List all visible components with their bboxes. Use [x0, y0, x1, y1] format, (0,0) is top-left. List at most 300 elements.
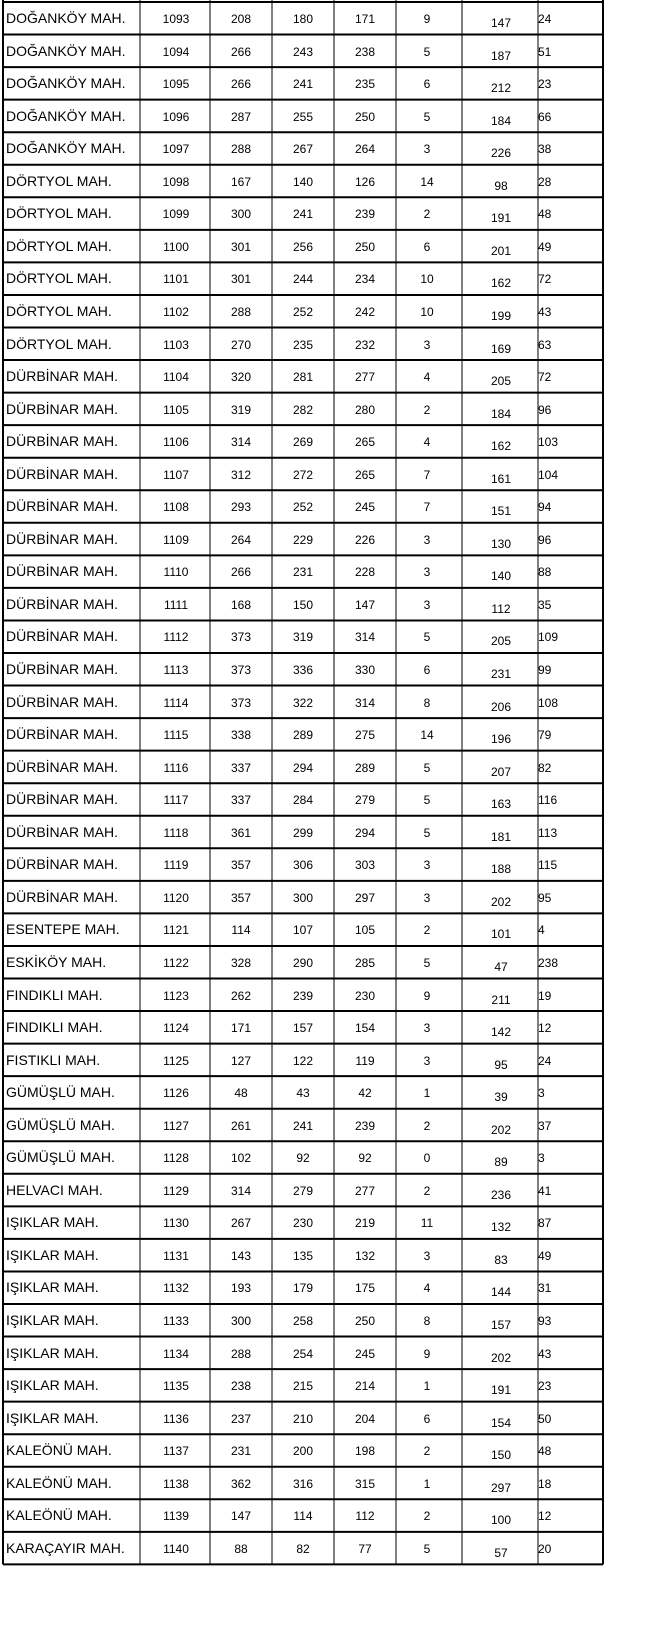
value-cell-5: 236	[490, 1187, 512, 1202]
table-row	[0, 979, 605, 1012]
value-cell-3: 171	[354, 12, 376, 26]
value-cell-1: 261	[230, 1118, 252, 1133]
ballot-box-cell: 1115	[163, 728, 189, 743]
value-cell-1: 127	[230, 1053, 252, 1068]
value-cell-6: 103	[538, 435, 559, 450]
value-cell-1: 168	[230, 597, 252, 612]
value-cell-2: 290	[292, 955, 314, 970]
value-cell-3: 154	[354, 1021, 376, 1036]
value-cell-4: 6	[423, 1411, 431, 1426]
neighborhood-cell: DÜRBİNAR MAH.	[6, 791, 119, 808]
value-cell-4: 0	[423, 1151, 431, 1166]
value-cell-5: 161	[490, 471, 512, 486]
ballot-box-cell: 1118	[163, 825, 189, 840]
value-cell-2: 269	[292, 435, 314, 450]
table-row	[0, 620, 605, 653]
value-cell-4: 11	[420, 1216, 434, 1231]
value-cell-2: 179	[292, 1281, 314, 1296]
value-cell-5: 205	[490, 374, 512, 389]
value-cell-1: 287	[230, 109, 252, 124]
value-cell-6: 18	[538, 1476, 552, 1491]
value-cell-2: 239	[292, 988, 314, 1003]
value-cell-5: 150	[490, 1448, 512, 1463]
value-cell-5: 57	[494, 1545, 508, 1560]
value-cell-2: 244	[292, 272, 314, 287]
value-cell-6: 63	[538, 337, 552, 352]
value-cell-4: 5	[423, 793, 431, 808]
value-cell-3: 265	[354, 467, 376, 482]
ballot-box-cell: 1095	[162, 77, 190, 92]
value-cell-4: 2	[423, 1118, 431, 1133]
value-cell-3: 238	[354, 44, 376, 59]
value-cell-5: 142	[490, 1025, 512, 1040]
table-row	[0, 588, 605, 621]
value-cell-6: 93	[538, 1314, 552, 1328]
value-cell-5: 211	[491, 992, 511, 1007]
ballot-box-cell: 1109	[163, 532, 189, 547]
value-cell-6: 4	[538, 923, 545, 938]
table-row	[0, 816, 605, 849]
neighborhood-cell: DÜRBİNAR MAH.	[6, 758, 119, 775]
value-cell-6: 3	[538, 1151, 545, 1166]
table-row	[0, 1434, 605, 1467]
table-row	[0, 1239, 605, 1272]
value-cell-5: 212	[490, 81, 512, 96]
ballot-box-cell: 1099	[162, 207, 190, 222]
value-cell-6: 19	[538, 988, 552, 1003]
value-cell-4: 5	[423, 955, 431, 970]
value-cell-6: 50	[538, 1411, 552, 1426]
value-cell-3: 277	[354, 1183, 376, 1198]
value-cell-2: 235	[292, 337, 314, 352]
table-row	[0, 653, 605, 686]
value-cell-3: 204	[354, 1411, 376, 1426]
table-row	[0, 1532, 605, 1565]
value-cell-1: 266	[230, 565, 252, 580]
ballot-box-cell: 1123	[163, 988, 189, 1003]
ballot-box-cell: 1131	[163, 1248, 189, 1263]
value-cell-5: 297	[490, 1480, 512, 1495]
ballot-box-cell: 1107	[163, 467, 189, 482]
value-cell-3: 250	[354, 239, 376, 254]
value-cell-2: 82	[296, 1541, 310, 1556]
value-cell-5: 140	[490, 569, 512, 584]
neighborhood-cell: KALEÖNÜ MAH.	[6, 1442, 112, 1459]
ballot-box-cell: 1104	[163, 370, 189, 385]
ballot-box-cell: 1139	[163, 1509, 189, 1524]
value-cell-3: 275	[354, 728, 376, 743]
table-row	[0, 881, 605, 914]
value-cell-1: 320	[230, 370, 252, 385]
neighborhood-cell: DÜRBİNAR MAH.	[6, 661, 119, 677]
table-row	[0, 425, 605, 458]
neighborhood-cell: IŞIKLAR MAH.	[6, 1214, 99, 1231]
value-cell-2: 319	[292, 630, 314, 645]
value-cell-1: 143	[230, 1248, 252, 1263]
ballot-box-cell: 1111	[163, 597, 189, 612]
value-cell-1: 288	[230, 1346, 252, 1361]
neighborhood-cell: DÜRBİNAR MAH.	[6, 628, 119, 645]
value-cell-4: 3	[423, 597, 431, 612]
value-cell-5: 163	[490, 797, 512, 812]
value-cell-2: 241	[292, 77, 314, 92]
neighborhood-cell: DÜRBİNAR MAH.	[6, 888, 119, 905]
value-cell-1: 362	[230, 1476, 252, 1491]
value-cell-3: 265	[354, 435, 376, 450]
value-cell-4: 8	[423, 1314, 431, 1328]
neighborhood-cell: DÜRBİNAR MAH.	[6, 498, 119, 515]
value-cell-5: 162	[490, 439, 512, 454]
value-cell-2: 229	[292, 532, 314, 547]
table-row	[0, 458, 605, 491]
value-cell-4: 5	[423, 44, 431, 59]
value-cell-3: 234	[354, 272, 376, 287]
value-cell-4: 6	[423, 77, 431, 92]
table-row	[0, 1011, 605, 1044]
value-cell-3: 315	[354, 1476, 376, 1491]
value-cell-3: 226	[354, 532, 376, 547]
value-cell-2: 267	[292, 142, 314, 157]
value-cell-5: 207	[490, 764, 512, 779]
value-cell-2: 243	[292, 44, 314, 59]
neighborhood-cell: KARAÇAYIR MAH.	[6, 1539, 125, 1556]
table-row	[0, 262, 605, 295]
ballot-box-cell: 1138	[163, 1476, 189, 1491]
neighborhood-cell: DÜRBİNAR MAH.	[6, 563, 119, 580]
value-cell-6: 72	[538, 272, 552, 287]
value-cell-4: 2	[423, 1509, 431, 1524]
value-cell-2: 299	[292, 825, 314, 840]
value-cell-2: 272	[292, 467, 314, 482]
value-cell-5: 47	[494, 959, 508, 974]
value-cell-3: 214	[354, 1379, 376, 1394]
value-cell-2: 336	[292, 663, 314, 677]
value-cell-6: 113	[538, 825, 558, 840]
value-cell-6: 66	[538, 109, 552, 124]
table-row	[0, 1174, 605, 1207]
neighborhood-cell: DÜRBİNAR MAH.	[6, 823, 119, 840]
neighborhood-cell: DÜRBİNAR MAH.	[6, 595, 119, 612]
ballot-box-cell: 1093	[162, 12, 190, 26]
value-cell-1: 237	[230, 1411, 252, 1426]
value-cell-6: 49	[538, 239, 552, 254]
value-cell-4: 5	[423, 760, 431, 775]
value-cell-5: 95	[494, 1057, 508, 1072]
value-cell-4: 3	[423, 1053, 431, 1068]
table-row	[0, 132, 605, 165]
value-cell-4: 4	[423, 435, 431, 450]
value-cell-3: 242	[354, 304, 376, 319]
value-cell-5: 184	[490, 113, 512, 128]
value-cell-4: 4	[423, 1281, 431, 1296]
value-cell-3: 126	[354, 174, 376, 189]
neighborhood-cell: KALEÖNÜ MAH.	[6, 1507, 112, 1524]
ballot-box-cell: 1121	[163, 923, 189, 938]
table-row	[0, 165, 605, 198]
neighborhood-cell: DÜRBİNAR MAH.	[6, 530, 119, 547]
value-cell-3: 285	[354, 955, 376, 970]
value-cell-6: 24	[538, 1053, 552, 1068]
value-cell-6: 37	[538, 1118, 552, 1133]
value-cell-2: 256	[292, 239, 314, 254]
ballot-box-cell: 1096	[162, 109, 190, 124]
neighborhood-cell: IŞIKLAR MAH.	[6, 1246, 99, 1263]
value-cell-6: 82	[538, 760, 552, 775]
value-cell-3: 239	[354, 207, 376, 222]
value-cell-3: 239	[354, 1118, 376, 1133]
neighborhood-cell: ESKİKÖY MAH.	[6, 953, 107, 970]
value-cell-1: 231	[230, 1444, 252, 1459]
value-cell-5: 191	[490, 211, 512, 226]
value-cell-6: 51	[538, 44, 552, 59]
value-cell-1: 288	[230, 142, 252, 157]
value-cell-3: 245	[354, 1346, 376, 1361]
value-cell-3: 219	[354, 1216, 376, 1231]
value-cell-5: 162	[490, 276, 512, 291]
value-cell-2: 180	[292, 12, 314, 26]
value-cell-5: 201	[490, 243, 512, 258]
value-cell-2: 294	[292, 760, 314, 775]
value-cell-2: 92	[296, 1151, 310, 1166]
neighborhood-cell: DÖRTYOL MAH.	[6, 237, 112, 254]
table-row	[0, 1141, 605, 1174]
value-cell-3: 250	[354, 1314, 376, 1328]
value-cell-4: 14	[420, 728, 434, 743]
value-cell-3: 112	[355, 1509, 375, 1524]
value-cell-3: 175	[354, 1281, 376, 1296]
value-cell-2: 230	[292, 1216, 314, 1231]
value-cell-6: 12	[538, 1021, 552, 1036]
value-cell-2: 255	[292, 109, 314, 124]
value-cell-6: 238	[538, 955, 559, 970]
value-cell-5: 231	[490, 667, 512, 681]
value-cell-5: 199	[490, 308, 512, 323]
value-cell-4: 3	[423, 532, 431, 547]
value-cell-3: 330	[354, 663, 376, 677]
table-row	[0, 913, 605, 946]
value-cell-1: 264	[230, 532, 252, 547]
value-cell-3: 230	[354, 988, 376, 1003]
value-cell-5: 196	[490, 732, 512, 747]
value-cell-2: 289	[292, 728, 314, 743]
value-cell-1: 314	[230, 1183, 252, 1198]
neighborhood-cell: GÜMÜŞLÜ MAH.	[6, 1084, 115, 1101]
value-cell-1: 171	[230, 1021, 252, 1036]
value-cell-4: 2	[423, 1183, 431, 1198]
value-cell-6: 12	[538, 1509, 552, 1524]
ballot-box-cell: 1132	[163, 1281, 189, 1296]
value-cell-3: 250	[354, 109, 376, 124]
value-cell-5: 89	[494, 1155, 508, 1170]
neighborhood-cell: DOĞANKÖY MAH.	[6, 10, 126, 26]
neighborhood-cell: FINDIKLI MAH.	[6, 1019, 103, 1036]
value-cell-2: 241	[292, 207, 314, 222]
value-cell-3: 147	[354, 597, 376, 612]
ballot-box-cell: 1105	[163, 402, 189, 417]
value-cell-6: 43	[538, 304, 552, 319]
value-cell-3: 105	[354, 923, 376, 938]
ballot-box-cell: 1103	[163, 337, 189, 352]
value-cell-1: 301	[230, 239, 252, 254]
value-cell-6: 28	[538, 174, 552, 189]
value-cell-5: 83	[494, 1252, 508, 1267]
neighborhood-cell: DÜRBİNAR MAH.	[6, 693, 119, 710]
table-row	[0, 2, 605, 35]
neighborhood-cell: DOĞANKÖY MAH.	[6, 75, 126, 92]
neighborhood-cell: DÖRTYOL MAH.	[6, 335, 112, 352]
neighborhood-cell: DÖRTYOL MAH.	[6, 205, 112, 222]
neighborhood-cell: GÜMÜŞLÜ MAH.	[6, 1149, 115, 1166]
value-cell-6: 94	[538, 500, 552, 515]
ballot-box-cell: 1106	[163, 435, 189, 450]
value-cell-4: 5	[423, 1541, 431, 1556]
value-cell-3: 42	[358, 1086, 372, 1101]
value-cell-5: 202	[490, 1350, 512, 1365]
value-cell-2: 200	[292, 1444, 314, 1459]
value-cell-3: 92	[358, 1151, 372, 1166]
value-cell-5: 202	[490, 1122, 512, 1137]
value-cell-2: 140	[292, 174, 314, 189]
value-cell-4: 9	[423, 1346, 431, 1361]
value-cell-4: 3	[423, 142, 431, 157]
value-cell-5: 205	[490, 634, 512, 649]
value-cell-3: 228	[354, 565, 376, 580]
value-cell-1: 114	[231, 923, 251, 938]
value-cell-2: 43	[296, 1086, 310, 1101]
value-cell-6: 109	[538, 630, 559, 645]
value-cell-3: 294	[354, 825, 376, 840]
table-row	[0, 751, 605, 784]
table-row	[0, 1304, 605, 1337]
value-cell-1: 357	[230, 890, 252, 905]
ballot-box-cell: 1140	[163, 1541, 189, 1556]
value-cell-2: 150	[292, 597, 314, 612]
value-cell-5: 154	[490, 1415, 512, 1430]
value-cell-5: 206	[490, 699, 512, 714]
neighborhood-cell: HELVACI MAH.	[6, 1181, 103, 1198]
table-row	[0, 1369, 605, 1402]
value-cell-6: 3	[538, 1086, 545, 1101]
value-cell-3: 264	[354, 142, 376, 157]
ballot-box-cell: 1113	[163, 663, 189, 677]
value-cell-1: 328	[230, 955, 252, 970]
neighborhood-cell: KALEÖNÜ MAH.	[6, 1474, 112, 1491]
ballot-box-cell: 1112	[163, 630, 189, 645]
value-cell-1: 288	[230, 304, 252, 319]
value-cell-1: 319	[230, 402, 252, 417]
neighborhood-cell: DÜRBİNAR MAH.	[6, 856, 119, 873]
value-cell-5: 100	[490, 1513, 512, 1528]
value-cell-2: 279	[292, 1183, 314, 1198]
value-cell-5: 181	[490, 829, 512, 844]
value-cell-1: 373	[230, 663, 252, 677]
table-row	[0, 848, 605, 881]
value-cell-3: 314	[354, 695, 376, 710]
value-cell-6: 41	[538, 1183, 552, 1198]
table-row	[0, 1206, 605, 1239]
value-cell-1: 208	[230, 12, 252, 26]
value-cell-6: 104	[538, 467, 559, 482]
table-row	[0, 523, 605, 556]
value-cell-4: 5	[423, 109, 431, 124]
ballot-box-cell: 1097	[162, 142, 190, 157]
value-cell-6: 20	[538, 1541, 552, 1556]
neighborhood-cell: DÜRBİNAR MAH.	[6, 433, 119, 450]
neighborhood-cell: DÜRBİNAR MAH.	[6, 465, 119, 482]
neighborhood-cell: DÖRTYOL MAH.	[6, 302, 112, 319]
value-cell-3: 198	[354, 1444, 376, 1459]
neighborhood-cell: DÜRBİNAR MAH.	[6, 726, 119, 743]
ballot-box-cell: 1102	[163, 304, 189, 319]
value-cell-6: 115	[538, 858, 558, 873]
table-row	[0, 1499, 605, 1532]
value-cell-1: 361	[230, 825, 252, 840]
value-cell-5: 169	[490, 341, 512, 356]
value-cell-2: 284	[292, 793, 314, 808]
value-cell-2: 258	[292, 1314, 314, 1328]
value-cell-3: 289	[354, 760, 376, 775]
ballot-box-cell: 1125	[163, 1053, 189, 1068]
ballot-box-cell: 1094	[162, 44, 190, 59]
value-cell-6: 48	[538, 207, 552, 222]
value-cell-4: 3	[423, 1021, 431, 1036]
value-cell-4: 9	[423, 988, 431, 1003]
table-row	[0, 1271, 605, 1304]
value-cell-5: 202	[490, 894, 512, 909]
ballot-box-cell: 1137	[163, 1444, 189, 1459]
table-row	[0, 197, 605, 230]
value-cell-6: 23	[538, 1379, 552, 1394]
ballot-box-cell: 1133	[163, 1314, 189, 1328]
table-row	[0, 230, 605, 263]
table-row	[0, 718, 605, 751]
neighborhood-cell: FISTIKLI MAH.	[6, 1051, 101, 1068]
value-cell-2: 252	[292, 304, 314, 319]
value-cell-5: 191	[490, 1383, 512, 1398]
value-cell-1: 102	[230, 1151, 252, 1166]
value-cell-5: 187	[490, 48, 512, 63]
table-row	[0, 100, 605, 133]
value-cell-2: 316	[292, 1476, 314, 1491]
ballot-box-cell: 1110	[163, 565, 189, 580]
value-cell-4: 4	[423, 370, 431, 385]
value-cell-2: 215	[292, 1379, 314, 1394]
value-cell-5: 188	[490, 862, 512, 877]
table-row	[0, 360, 605, 393]
value-cell-4: 3	[423, 337, 431, 352]
value-cell-1: 373	[230, 695, 252, 710]
value-cell-4: 9	[423, 12, 431, 26]
value-cell-6: 35	[538, 597, 552, 612]
value-cell-6: 95	[538, 890, 552, 905]
neighborhood-cell: DÖRTYOL MAH.	[6, 270, 112, 287]
ballot-box-cell: 1116	[163, 760, 189, 775]
value-cell-4: 1	[423, 1476, 431, 1491]
value-cell-2: 281	[292, 370, 314, 385]
ballot-box-cell: 1108	[163, 500, 189, 515]
value-cell-5: 151	[490, 504, 512, 519]
ballot-box-cell: 1136	[163, 1411, 189, 1426]
value-cell-4: 1	[423, 1086, 431, 1101]
neighborhood-cell: IŞIKLAR MAH.	[6, 1377, 99, 1394]
table-row	[0, 1044, 605, 1077]
value-cell-3: 279	[354, 793, 376, 808]
neighborhood-cell: DOĞANKÖY MAH.	[6, 140, 126, 157]
neighborhood-cell: IŞIKLAR MAH.	[6, 1279, 99, 1296]
table-row	[0, 1337, 605, 1370]
value-cell-1: 357	[230, 858, 252, 873]
value-cell-3: 297	[354, 890, 376, 905]
